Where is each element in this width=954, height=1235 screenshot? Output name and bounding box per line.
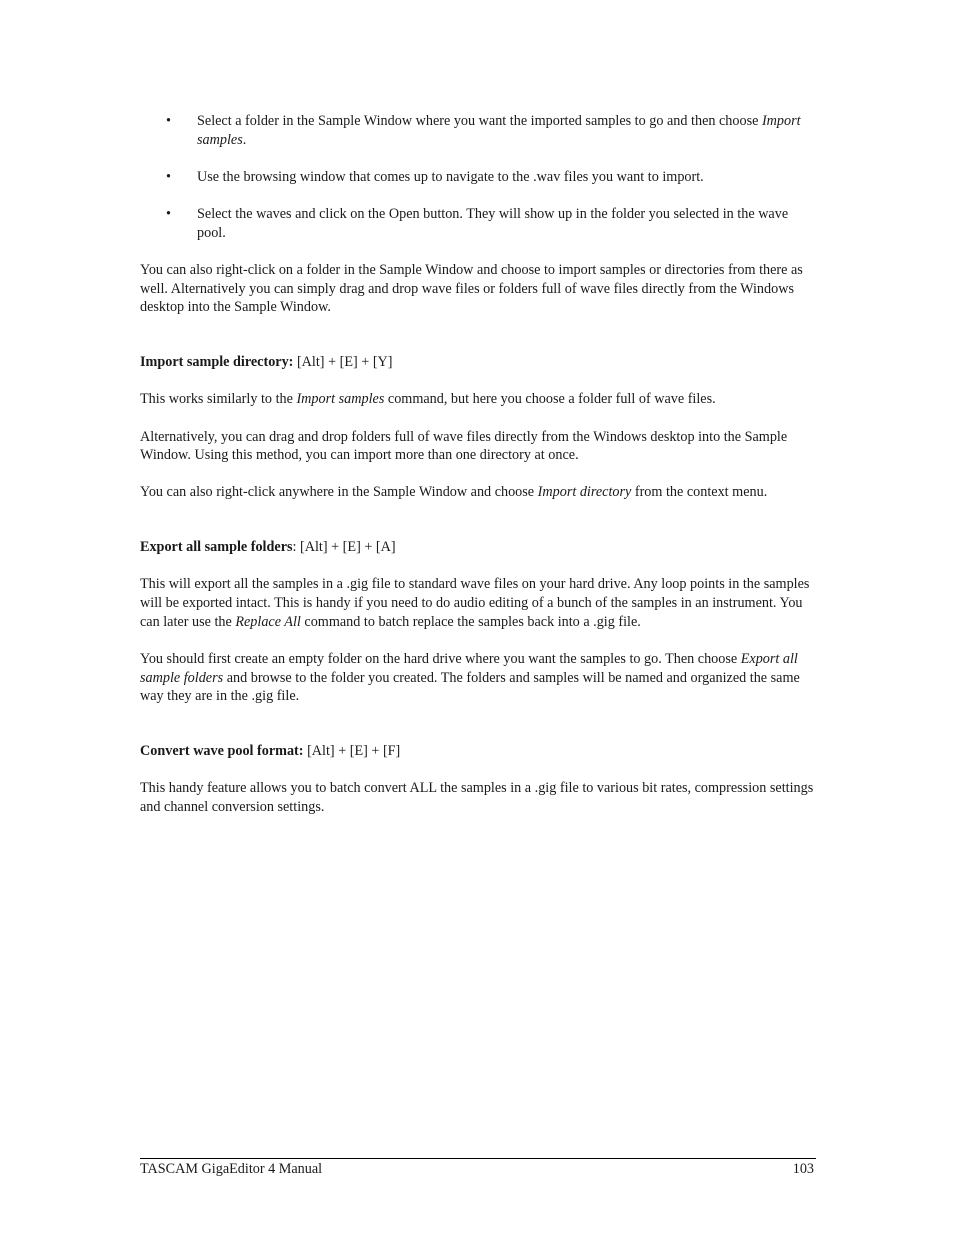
paragraph: This will export all the samples in a .gig file to standard wave files on your hard drive. Any loop points in the samples will be exported intact. This is handy if you need to do audio editing of a bunch of the samples in an instrument. You can later use the Replace All command to batch replace the samples back into a .gig file. [140, 576, 810, 630]
section-heading-import-directory: Import sample directory: [Alt] + [E] + [Y] [140, 354, 393, 371]
page-content [140, 112, 816, 835]
list-item: • Use the browsing window that comes up to navigate to the .wav files you want to import. [166, 168, 704, 185]
list-item: • Select a folder in the Sample Window where you want the imported samples to go and then choose Import samples. [166, 113, 801, 148]
page-number: 103 [792, 1161, 814, 1177]
section-heading-convert: Convert wave pool format: [Alt] + [E] + [F] [140, 743, 401, 760]
section-heading-export: Export all sample folders: [Alt] + [E] + [A] [140, 539, 396, 556]
import-steps-list [140, 112, 816, 243]
paragraph: This handy feature allows you to batch convert ALL the samples in a .gig file to various bit rates, compression settings and channel conversion settings. [140, 780, 814, 815]
paragraph: You should first create an empty folder on the hard drive where you want the samples to go. Then choose Export all sample folders and browse to the folder you created. The folders and samples will be named and organized the same way they are in the .gig file. [140, 650, 800, 705]
paragraph: This works similarly to the Import samples command, but here you choose a folder full of wave files. [140, 391, 716, 408]
paragraph-right-click: You can also right-click on a folder in the Sample Window and choose to import samples or directories from there as well. Alternatively you can simply drag and drop wave files or folders full of wave files directly from the Windows desktop into the Sample Window. [140, 262, 803, 316]
paragraph: Alternatively, you can drag and drop folders full of wave files directly from the Windows desktop into the Sample Window. Using this method, you can import more than one directory at once. [140, 428, 788, 464]
bullet-icon: • [166, 168, 171, 185]
list-item: • Select the waves and click on the Open button. They will show up in the folder you selected in the wave pool. [166, 206, 789, 241]
bullet-icon: • [166, 113, 171, 129]
footer-title: TASCAM GigaEditor 4 Manual [140, 1161, 323, 1177]
paragraph: You can also right-click anywhere in the Sample Window and choose Import directory from the context menu. [140, 484, 768, 501]
footer-divider [140, 1158, 816, 1159]
bullet-icon: • [166, 206, 171, 223]
